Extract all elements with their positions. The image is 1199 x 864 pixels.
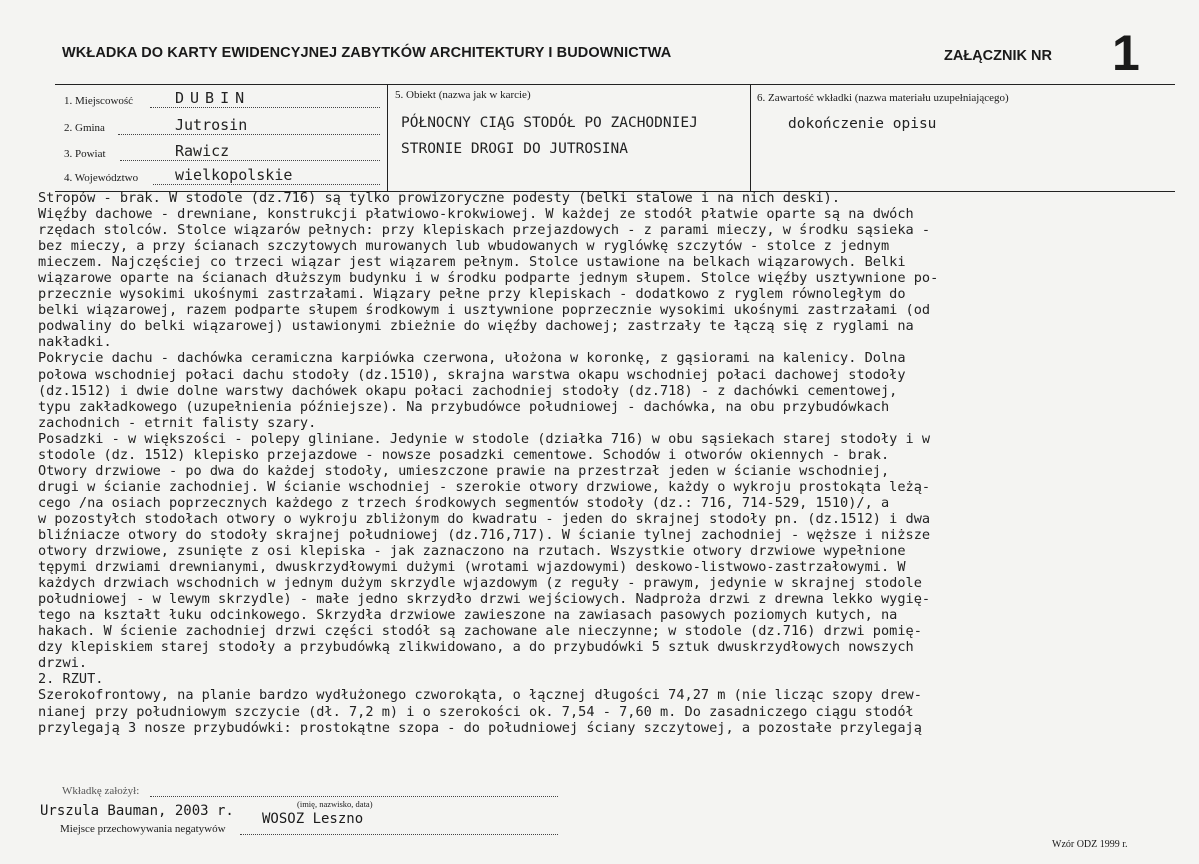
- gmina-value: Jutrosin: [175, 116, 248, 134]
- gmina-dots: [118, 134, 380, 135]
- zawartosc-label: 6. Zawartość wkładki (nazwa materiału uzupełniającego): [757, 92, 1009, 104]
- negatives-label: Miejsce przechowywania negatywów: [60, 823, 226, 835]
- gmina-label: 2. Gmina: [64, 122, 105, 134]
- body-line: bez mieczy, a przy ścianach szczytowych murowanych lub wbudowanych w ryglówkę szczytów - stolce z jednym: [38, 238, 890, 255]
- body-line: zachodnich - etrnit falisty szary.: [38, 414, 317, 431]
- powiat-value: Rawicz: [175, 142, 230, 160]
- body-line: Posadzki - w większości - polepy gliniane. Jedynie w stodole (działka 716) w obu sąsiekach starej stodoły i w: [38, 430, 931, 447]
- body-line: hakach. W ścienie zachodniej drzwi części stodół są zachowane ale nieczynne; w stodole (dz.716) drzwi pomię-: [38, 623, 922, 640]
- body-line: (dz.1512) i dwie dolne warstwy dachówek okapu połaci zachodniej stodoły (dz.718) - z dachówki cementowej,: [38, 382, 898, 399]
- wojewodztwo-dots: [153, 184, 380, 185]
- body-line: dzy klepiskiem starej stodoły a przybudówką zlikwidowano, a do przybudówki 5 sztuk dwuskrzydłowych nowszych: [38, 639, 914, 656]
- body-line: bliźniacze otwory do stodoły skrajnej południowej (dz.716,717). W ścianie tylnej zachodniej - węższe i niższe: [38, 526, 931, 543]
- body-line: stodole (dz. 1512) klepisko przejazdowe - nowsze posadzki cementowe. Schodów i otworów okiennych - brak.: [38, 446, 890, 463]
- powiat-dots: [120, 160, 380, 161]
- obiekt-value-line1: PÓŁNOCNY CIĄG STODÓŁ PO ZACHODNIEJ: [401, 115, 698, 131]
- wojewodztwo-label: 4. Województwo: [64, 172, 139, 184]
- attachment-label: ZAŁĄCZNIK NR: [944, 48, 1052, 64]
- body-line: Pokrycie dachu - dachówka ceramiczna karpiówka czerwona, ułożona w koronkę, z gąsiorami na kalenicy. Dolna: [38, 350, 906, 367]
- column-divider-2: [750, 84, 751, 192]
- negatives-dots: [240, 834, 558, 835]
- wojewodztwo-value: wielkopolskie: [175, 166, 293, 184]
- card-title: WKŁADKA DO KARTY EWIDENCYJNEJ ZABYTKÓW ARCHITEKTURY I BUDOWNICTWA: [62, 45, 672, 61]
- body-line: 2. RZUT.: [38, 671, 104, 688]
- miejscowosc-dots: [150, 107, 380, 108]
- body-line: nianej przy południowym szczycie (dł. 7,2 m) i o szerokości ok. 7,54 - 7,60 m. Do zasadniczego ciągu stodół: [38, 703, 914, 720]
- body-line: każdych drzwiach wschodnich w jednym dużym skrzydle wjazdowym (z reguły - prawym, jedynie w skrajnej stodole: [38, 575, 922, 592]
- body-line: podwaliny do belki wiązarowej) ustawionymi zbieżnie do więźby dachowej; zastrzały te łączą się z ryglami na: [38, 318, 914, 335]
- body-line: typu zakładkowego (uzupełnienia późniejsze). Na przybudówce południowej - dachówka, na obu przybudówkach: [38, 398, 890, 415]
- header-rule-top: [55, 84, 1175, 85]
- body-line: w pozostyłch stodołach otwory o wykroju zbliżonym do kwadratu - jeden do skrajnej stodoły pn. (dz.1512) i dwa: [38, 510, 931, 527]
- miejscowosc-value: DUBIN: [175, 89, 251, 107]
- compiler-value: Urszula Bauman, 2003 r.: [40, 803, 234, 819]
- body-line: połowa wschodniej połaci dachu stodoły (dz.1510), skrajna warstwa okapu wschodniej połaci dachowej stodoły: [38, 366, 906, 383]
- column-divider-1: [387, 84, 388, 192]
- body-line: drugi w ścianie zachodniej. W ścianie wschodniej - szerokie otwory drzwiowe, każdy o wykroju prostokąta leżą-: [38, 478, 931, 495]
- zawartosc-value: dokończenie opisu: [788, 116, 937, 132]
- compiled-label: Wkładkę założył:: [62, 785, 140, 797]
- body-line: Stropów - brak. W stodole (dz.716) są tylko prowizoryczne podesty (belki stalowe i na nich deski).: [38, 190, 841, 206]
- obiekt-value-line2: STRONIE DROGI DO JUTROSINA: [401, 141, 628, 157]
- body-line: belki wiązarowej, razem podparte słupem środkowym i usztywnione poprzecznie wysokimi ukośnymi zastrzałami (od: [38, 302, 931, 319]
- powiat-label: 3. Powiat: [64, 148, 106, 160]
- body-line: rzędach stolców. Stolce wiązarów pełnych: przy klepiskach przejazdowych - z parami mieczy, w środku sąsieka -: [38, 222, 931, 239]
- body-line: Otwory drzwiowe - po dwa do każdej stodoły, umieszczone prawie na przestrzał jeden w ścianie wschodniej,: [38, 462, 890, 479]
- body-line: otwory drzwiowe, zsunięte z osi klepiska - jak zaznaczono na rzutach. Wszystkie otwory drzwiowe wypełnione: [38, 543, 906, 560]
- compiled-dots: [150, 796, 558, 797]
- body-line: tego na kształt łuku odcinkowego. Skrzydła drzwiowe zawieszone na zawiasach pasowych poziomych kutych, na: [38, 607, 898, 624]
- body-line: mieczem. Najczęściej co trzeci wiązar jest wiązarem pełnym. Stolce ustawione na belkach wiązarowych. Belki: [38, 254, 906, 271]
- body-line: przecznie wysokimi ukośnymi zastrzałami. Wiązary pełne przy klepiskach - dodatkowo z ryglem równoległym do: [38, 286, 906, 303]
- attachment-number: 1: [1112, 25, 1140, 81]
- description-body: [38, 190, 1168, 736]
- body-line: południowej - w lewym skrzydle) - małe jedno skrzydło drzwi wejściowych. Nadproża drzwi z drewna lekko wygię-: [38, 591, 931, 608]
- body-line: nakładki.: [38, 334, 112, 351]
- obiekt-label: 5. Obiekt (nazwa jak w karcie): [395, 89, 531, 101]
- body-line: tępymi drzwiami drewnianymi, dwuskrzydłowymi dużymi (wrotami wjazdowymi) deskowo-listwowo-zastrzałowymi. W: [38, 559, 906, 576]
- body-line: Szerokofrontowy, na planie bardzo wydłużonego czworokąta, o łącznej długości 74,27 m (nie licząc szopy drew-: [38, 687, 922, 704]
- form-code: Wzór ODZ 1999 r.: [1052, 839, 1128, 850]
- miejscowosc-label: 1. Miejscowość: [64, 95, 134, 107]
- negatives-value: WOSOZ Leszno: [262, 811, 364, 827]
- name-hint: (imię, nazwisko, data): [297, 799, 373, 809]
- body-line: przylegają 3 nosze przybudówki: prostokątne szopa - do południowej ściany szczytowej, a pozostałe przylegają: [38, 719, 922, 736]
- body-line: cego /na osiach poprzecznych każdego z trzech środkowych segmentów stodoły (dz.: 716, 714-529, 1510)/, a: [38, 494, 890, 511]
- body-line: drzwi.: [38, 655, 88, 672]
- body-line: Więźby dachowe - drewniane, konstrukcji płatwiowo-krokwiowej. W każdej ze stodół płatwie oparte są na dwóch: [38, 206, 914, 223]
- body-line: wiązarowe oparte na ścianach dłuższym budynku i w środku podparte jednym słupem. Stolce więźby usztywnione po-: [38, 270, 939, 287]
